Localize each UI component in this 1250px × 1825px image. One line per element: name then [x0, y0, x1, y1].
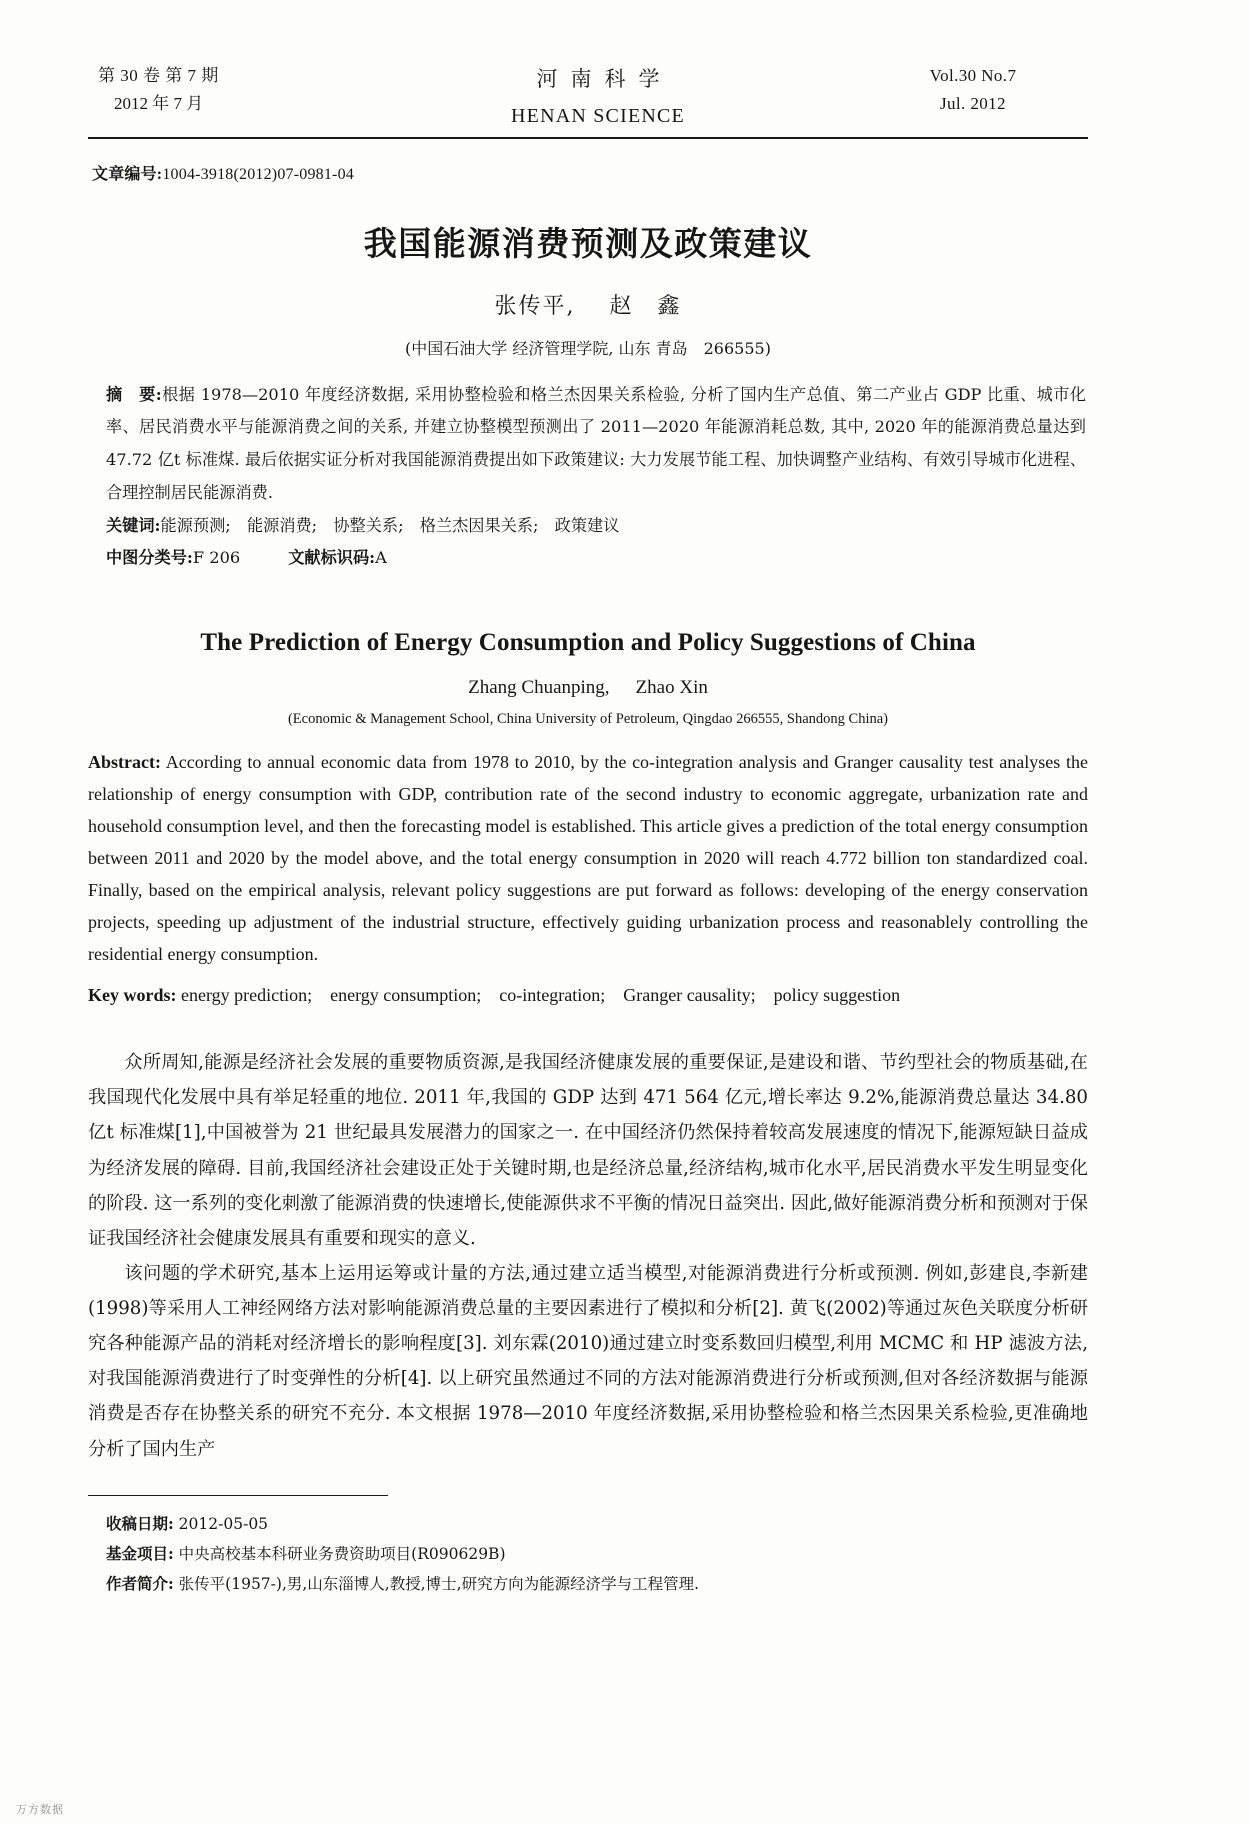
running-head-right	[858, 62, 1088, 118]
abstract-cn	[88, 379, 1088, 510]
keywords-cn-label: 关键词:	[106, 515, 161, 535]
footnote-label: 收稿日期:	[106, 1513, 174, 1533]
journal-name-en: HENAN SCIENCE	[511, 104, 685, 127]
article-number	[88, 161, 1088, 184]
watermark: 万方数据	[16, 1803, 64, 1816]
keywords-en	[88, 979, 1088, 1011]
author-cn-1: 张传平,	[494, 293, 576, 319]
footnotes	[88, 1509, 1088, 1600]
keywords-en-label: Key words:	[88, 985, 177, 1006]
affiliation-cn: (中国石油大学 经济管理学院, 山东 青岛 266555)	[405, 338, 771, 358]
author-en-1: Zhang Chuanping,	[468, 676, 610, 698]
page-content	[88, 62, 1088, 1599]
volume-issue-en: Vol.30 No.7	[929, 66, 1017, 85]
footnote-text: 中央高校基本科研业务费资助项目(R090629B)	[178, 1544, 506, 1563]
author-cn-2: 赵 鑫	[609, 293, 682, 319]
clc-label: 中图分类号:	[106, 548, 193, 568]
footnote-item	[106, 1569, 1088, 1599]
page-title-cn: 我国能源消费预测及政策建议	[363, 223, 813, 263]
author-en-2: Zhao Xin	[635, 676, 708, 698]
running-head-left	[88, 62, 338, 118]
journal-name-cn: 河南科学	[536, 67, 673, 91]
authors-cn	[88, 289, 1088, 320]
footnote-text: 2012-05-05	[178, 1514, 269, 1533]
keywords-en-text: energy prediction; energy consumption; co-integration; Granger causality; policy suggestion	[181, 985, 901, 1006]
footnote-label: 基金项目:	[106, 1543, 174, 1563]
body-paragraph: 该问题的学术研究,基本上运用运筹或计量的方法,通过建立适当模型,对能源消费进行分析或预测. 例如,彭建良,李新建(1998)等采用人工神经网络方法对影响能源消费总量的主要因素进行了模拟和分析[2]. 黄飞(2002)等通过灰色关联度分析研究各种能源产品的消耗对经济增长的影响程度[3]. 刘东霖(2010)通过建立时变系数回归模型,利用 MCMC 和 HP 滤波方法,对我国能源消费进行了时变弹性的分析[4]. 以上研究虽然通过不同的方法对能源消费进行分析或预测,但对各经济数据与能源消费是否存在协整关系的研究不充分. 本文根据 1978—2010 年度经济数据,采用协整检验和格兰杰因果关系检验,更准确地分析了国内生产	[88, 1262, 1088, 1460]
clc-value: F 206	[192, 548, 241, 568]
running-head	[88, 62, 1088, 133]
keywords-cn	[88, 510, 1088, 543]
doc-code-value: A	[375, 548, 387, 568]
footnote-item	[106, 1539, 1088, 1569]
volume-issue-cn: 第 30 卷 第 7 期	[98, 66, 219, 85]
abstract-cn-text: 根据 1978—2010 年度经济数据, 采用协整检验和格兰杰因果关系检验, 分析了国内生产总值、第二产业占 GDP 比重、城市化率、居民消费水平与能源消费之间的关系, 并建立协整模型预测出了 2011—2020 年能源消耗总数, 其中, 2020 年的能源消费总量达到 47.72 亿t 标准煤. 最后依据实证分析对我国能源消费提出如下政策建议: 大力发展节能工程、加快调整产业结构、有效引导城市化进程、合理控制居民能源消费.	[106, 384, 1086, 502]
page-title-en: The Prediction of Energy Consumption and Policy Suggestions of China	[200, 628, 976, 656]
header-divider	[88, 137, 1088, 139]
issue-date-en: Jul. 2012	[940, 94, 1006, 114]
footnote-item	[106, 1509, 1088, 1539]
abstract-cn-label: 摘 要:	[106, 384, 162, 404]
footnote-label: 作者简介:	[106, 1574, 174, 1594]
article-number-value: 1004-3918(2012)07-0981-04	[162, 165, 354, 183]
article-number-label: 文章编号:	[92, 165, 163, 183]
body-text	[88, 1045, 1088, 1467]
abstract-en-label: Abstract:	[88, 751, 161, 772]
footnote-divider	[88, 1495, 388, 1496]
doc-code-label: 文献标识码:	[288, 548, 376, 568]
footnote-text: 张传平(1957-),男,山东淄博人,教授,博士,研究方向为能源经济学与工程管理.	[178, 1575, 700, 1594]
body-paragraph: 众所周知,能源是经济社会发展的重要物质资源,是我国经济健康发展的重要保证,是建设和谐、节约型社会的物质基础,在我国现代化发展中具有举足轻重的地位. 2011 年,我国的 GDP 达到 471 564 亿元,增长率达 9.2%,能源消费总量达 34.80 亿t 标准煤[1],中国被誉为 21 世纪最具发展潜力的国家之一. 在中国经济仍然保持着较高发展速度的情况下,能源短缺日益成为经济发展的障碍. 目前,我国经济社会建设正处于关键时期,也是经济总量,经济结构,城市化水平,居民消费水平发生明显变化的阶段. 这一系列的变化刺激了能源消费的快速增长,使能源供求不平衡的情况日益突出. 因此,做好能源消费分析和预测对于保证我国经济社会健康发展具有重要和现实的意义.	[88, 1052, 1088, 1249]
running-head-center	[338, 62, 858, 133]
abstract-en	[88, 746, 1088, 970]
affiliation-en: (Economic & Management School, China University of Petroleum, Qingdao 266555, Shandong China)	[287, 710, 889, 727]
keywords-cn-text: 能源预测; 能源消费; 协整关系; 格兰杰因果关系; 政策建议	[160, 515, 620, 535]
issue-date-cn: 2012 年 7 月	[114, 94, 204, 114]
abstract-en-text: According to annual economic data from 1978 to 2010, by the co-integration analysis and Granger causality test analyses the relationship of energy consumption with GDP, contribution rate of the second industry to economic aggregate, urbanization rate and household consumption level, and then the forecasting model is established. This article gives a prediction of the total energy consumption between 2011 and 2020 by the model above, and the total energy consumption in 2020 will reach 4.772 billion ton standardized coal. Finally, based on the empirical analysis, relevant policy suggestions are put forward as follows: developing of the energy conservation projects, speeding up adjustment of the industrial structure, effectively guiding urbanization process and reasonablely controlling the residential energy consumption.	[88, 751, 1088, 965]
authors-en	[88, 677, 1088, 699]
clc-line	[88, 542, 1088, 575]
